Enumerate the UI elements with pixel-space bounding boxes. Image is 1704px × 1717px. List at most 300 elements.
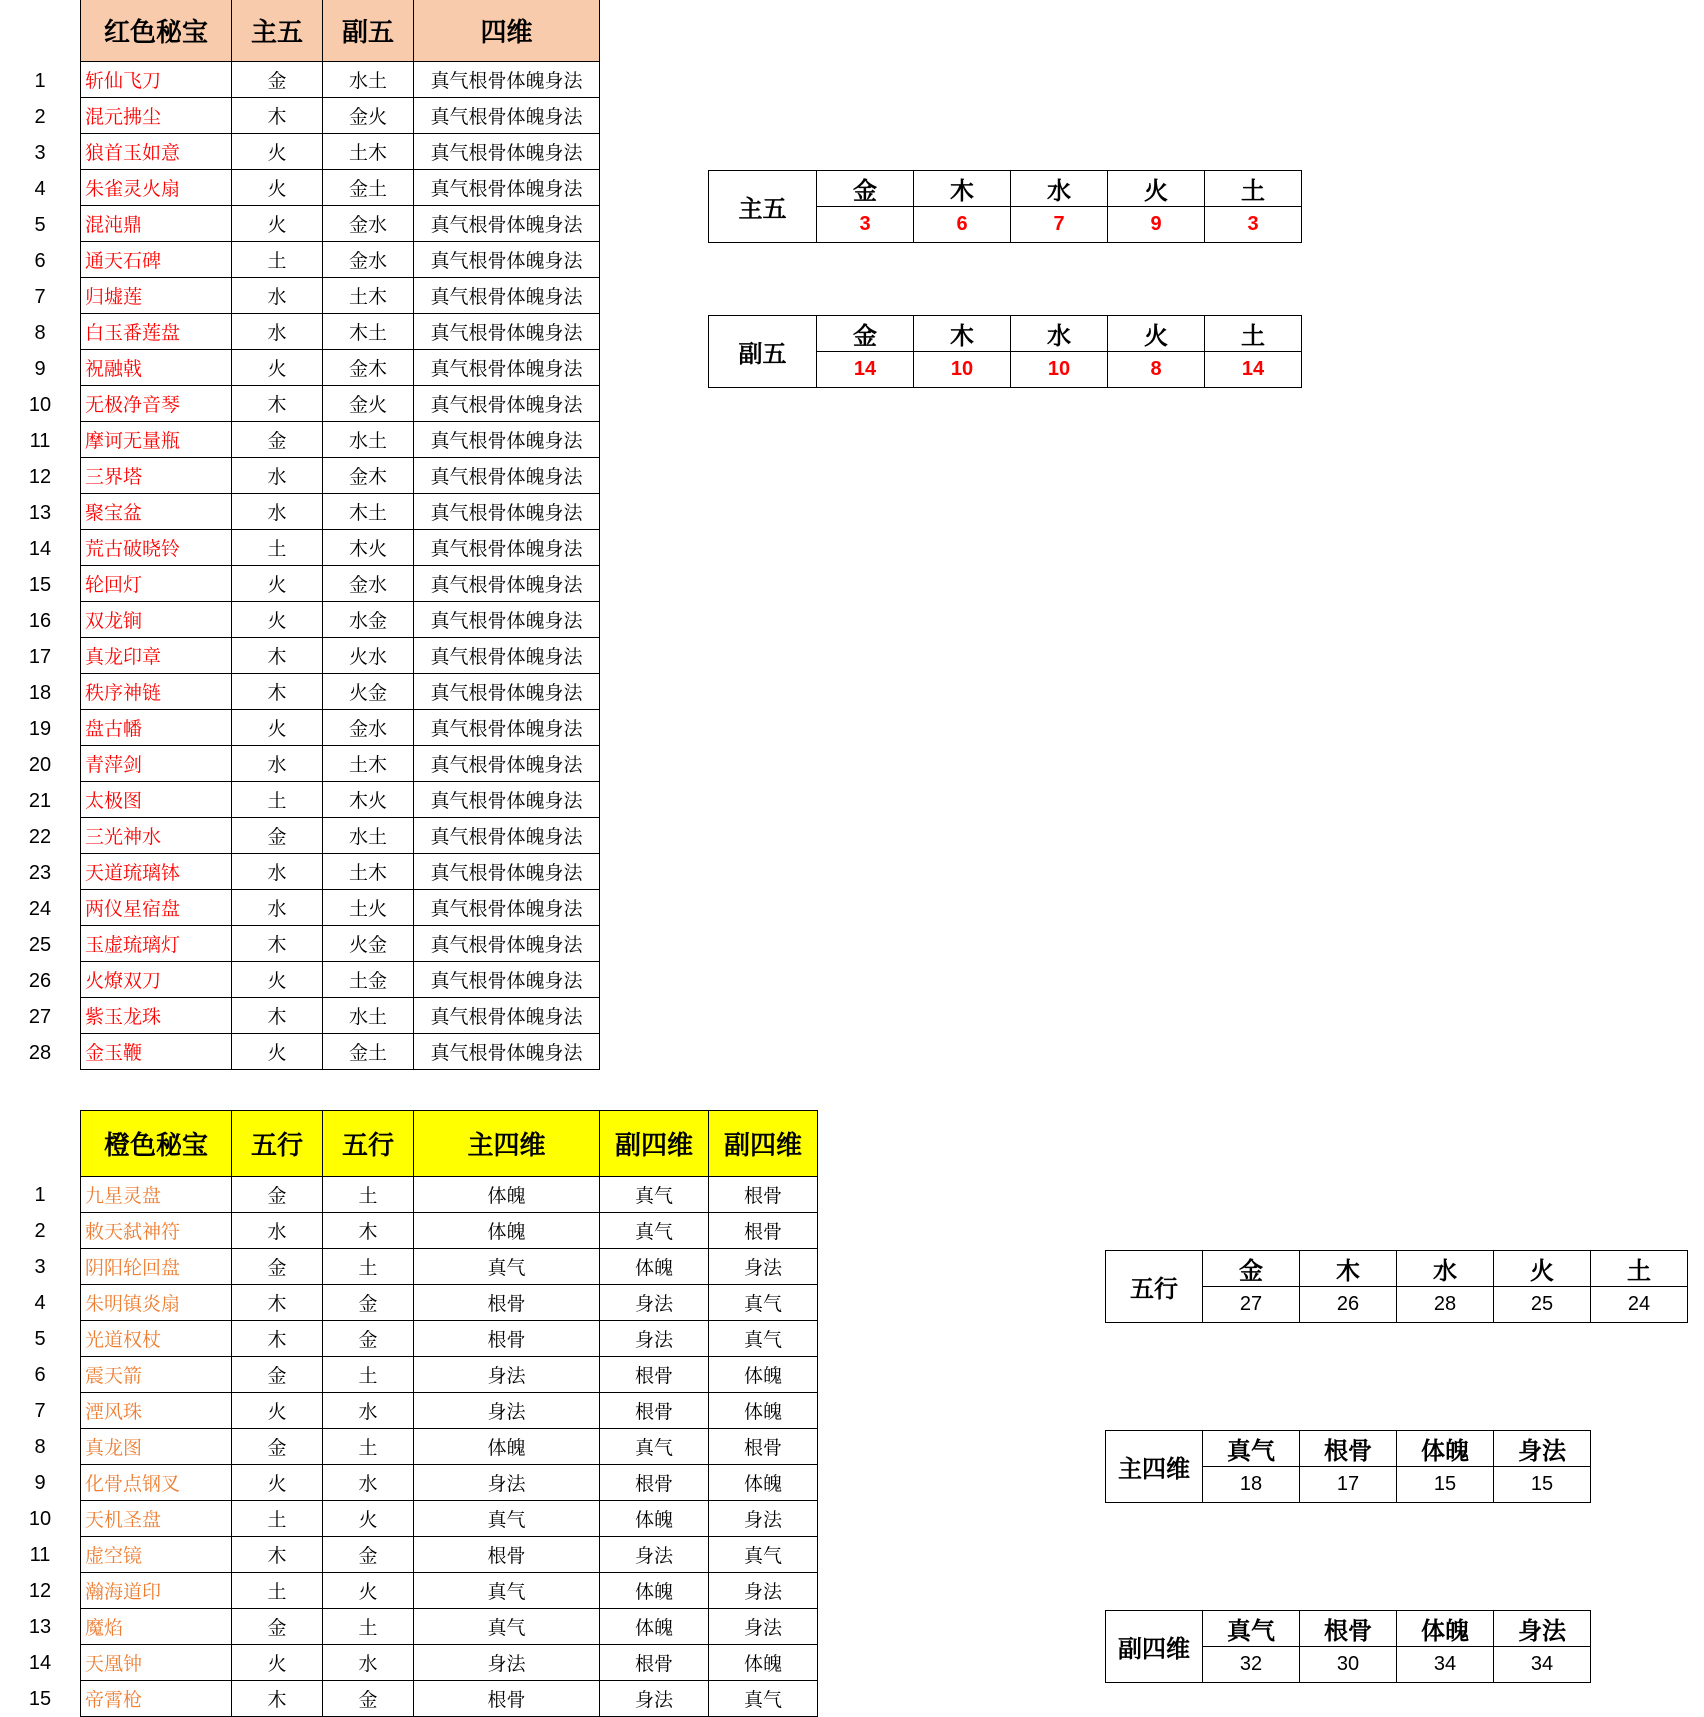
element-1: 金 [232, 1177, 323, 1213]
table-row [81, 602, 600, 638]
element-metal: 金 [817, 171, 914, 207]
row-number: 25 [28, 934, 52, 956]
orange-treasure-table [80, 1110, 818, 1717]
row-number: 5 [34, 1328, 46, 1350]
element-1: 土 [232, 1573, 323, 1609]
four-dims: 真气根骨体魄身法 [414, 458, 600, 494]
summary-sub-five [708, 315, 1302, 388]
four-dims: 真气根骨体魄身法 [414, 638, 600, 674]
table-row [81, 998, 600, 1034]
element-earth: 土 [1591, 1251, 1688, 1287]
sub-four-dim-2: 体魄 [709, 1465, 818, 1501]
dim-qi: 真气 [1203, 1431, 1300, 1467]
element-1: 金 [232, 1249, 323, 1285]
main-four-dim: 真气 [414, 1573, 600, 1609]
row-number: 3 [34, 142, 46, 164]
summary-sub-four-label: 副四维 [1106, 1611, 1203, 1683]
red-treasure-name: 荒古破晓铃 [81, 530, 232, 566]
main-four-dim: 根骨 [414, 1681, 600, 1717]
sub-four-dim-2: 体魄 [709, 1645, 818, 1681]
main-element: 金 [232, 422, 323, 458]
red-treasure-name: 归墟莲 [81, 278, 232, 314]
four-dims: 真气根骨体魄身法 [414, 998, 600, 1034]
four-dims: 真气根骨体魄身法 [414, 530, 600, 566]
dim-body: 体魄 [1397, 1611, 1494, 1647]
main-four-dim: 真气 [414, 1609, 600, 1645]
sub-four-dim-2: 真气 [709, 1537, 818, 1573]
orange-treasure-name: 天机圣盘 [81, 1501, 232, 1537]
red-treasure-table [80, 0, 600, 1070]
element-2: 土 [323, 1429, 414, 1465]
main-element: 木 [232, 926, 323, 962]
table-row [81, 1213, 818, 1249]
row-number: 4 [34, 1292, 46, 1314]
red-treasure-name: 混元拂尘 [81, 98, 232, 134]
main-four-dim: 身法 [414, 1465, 600, 1501]
main-element: 火 [232, 350, 323, 386]
table-row [81, 1321, 818, 1357]
element-2: 土 [323, 1609, 414, 1645]
table-row [81, 566, 600, 602]
main-element: 火 [232, 134, 323, 170]
row-number: 11 [29, 1544, 51, 1566]
summary-sub-four [1105, 1610, 1591, 1683]
count-body: 34 [1397, 1647, 1494, 1683]
red-treasure-name: 太极图 [81, 782, 232, 818]
element-2: 土 [323, 1249, 414, 1285]
header-sub-four-1: 副四维 [600, 1111, 709, 1177]
element-earth: 土 [1205, 316, 1302, 352]
element-1: 土 [232, 1501, 323, 1537]
row-number: 11 [29, 430, 51, 452]
red-treasure-name: 狼首玉如意 [81, 134, 232, 170]
sub-elements: 金木 [323, 350, 414, 386]
count-earth: 24 [1591, 1287, 1688, 1323]
element-1: 木 [232, 1681, 323, 1717]
orange-treasure-name: 震天箭 [81, 1357, 232, 1393]
count-body: 15 [1397, 1467, 1494, 1503]
red-treasure-name: 玉虚琉璃灯 [81, 926, 232, 962]
row-number: 2 [34, 106, 46, 128]
element-metal: 金 [1203, 1251, 1300, 1287]
sub-elements: 金水 [323, 566, 414, 602]
row-number: 7 [34, 286, 46, 308]
sub-four-dim-1: 真气 [600, 1177, 709, 1213]
sub-elements: 木火 [323, 782, 414, 818]
row-number: 4 [34, 178, 46, 200]
four-dims: 真气根骨体魄身法 [414, 422, 600, 458]
count-agility: 34 [1494, 1647, 1591, 1683]
element-2: 木 [323, 1213, 414, 1249]
dim-bone: 根骨 [1300, 1431, 1397, 1467]
header-four-dims: 四维 [414, 0, 600, 62]
sub-four-dim-1: 体魄 [600, 1501, 709, 1537]
orange-treasure-name: 帝霄枪 [81, 1681, 232, 1717]
sub-four-dim-1: 根骨 [600, 1357, 709, 1393]
main-element: 火 [232, 566, 323, 602]
table-row [81, 782, 600, 818]
orange-treasure-name: 敕天弑神符 [81, 1213, 232, 1249]
red-treasure-name: 盘古幡 [81, 710, 232, 746]
row-number: 16 [28, 610, 52, 632]
main-four-dim: 根骨 [414, 1537, 600, 1573]
main-four-dim: 身法 [414, 1357, 600, 1393]
element-water: 水 [1397, 1251, 1494, 1287]
table-row [81, 1645, 818, 1681]
table-row [81, 62, 600, 98]
orange-table-header [81, 1111, 818, 1177]
table-row [81, 1285, 818, 1321]
table-row [81, 1609, 818, 1645]
sub-four-dim-2: 身法 [709, 1573, 818, 1609]
row-number: 2 [34, 1220, 46, 1242]
count-earth: 3 [1205, 207, 1302, 243]
sub-elements: 金火 [323, 98, 414, 134]
orange-row-numbers [0, 1177, 80, 1717]
sub-elements: 水金 [323, 602, 414, 638]
table-row [81, 1537, 818, 1573]
table-row [81, 278, 600, 314]
row-number: 6 [34, 1364, 46, 1386]
table-row [81, 1034, 600, 1070]
table-row [81, 638, 600, 674]
orange-treasure-name: 瀚海道印 [81, 1573, 232, 1609]
four-dims: 真气根骨体魄身法 [414, 602, 600, 638]
four-dims: 真气根骨体魄身法 [414, 206, 600, 242]
element-2: 火 [323, 1501, 414, 1537]
table-row [81, 962, 600, 998]
main-element: 金 [232, 62, 323, 98]
sub-elements: 土木 [323, 278, 414, 314]
main-four-dim: 身法 [414, 1645, 600, 1681]
four-dims: 真气根骨体魄身法 [414, 278, 600, 314]
row-number: 1 [34, 1184, 46, 1206]
four-dims: 真气根骨体魄身法 [414, 98, 600, 134]
count-fire: 25 [1494, 1287, 1591, 1323]
sub-elements: 金土 [323, 1034, 414, 1070]
sub-elements: 火水 [323, 638, 414, 674]
sub-four-dim-2: 根骨 [709, 1213, 818, 1249]
element-1: 木 [232, 1321, 323, 1357]
row-number: 21 [28, 790, 52, 812]
table-row [81, 710, 600, 746]
table-row [81, 98, 600, 134]
sub-elements: 土火 [323, 890, 414, 926]
sub-four-dim-2: 真气 [709, 1321, 818, 1357]
four-dims: 真气根骨体魄身法 [414, 710, 600, 746]
row-number: 13 [28, 1616, 52, 1638]
header-main-four: 主四维 [414, 1111, 600, 1177]
orange-treasure-name: 阴阳轮回盘 [81, 1249, 232, 1285]
main-element: 金 [232, 818, 323, 854]
sub-elements: 木土 [323, 494, 414, 530]
row-number: 5 [34, 214, 46, 236]
main-element: 木 [232, 386, 323, 422]
table-row [81, 674, 600, 710]
main-element: 火 [232, 1034, 323, 1070]
header-red-treasure: 红色秘宝 [81, 0, 232, 62]
count-wood: 6 [914, 207, 1011, 243]
element-1: 金 [232, 1609, 323, 1645]
main-four-dim: 真气 [414, 1249, 600, 1285]
main-four-dim: 身法 [414, 1393, 600, 1429]
sub-elements: 金木 [323, 458, 414, 494]
summary-main-five [708, 170, 1302, 243]
main-four-dim: 体魄 [414, 1177, 600, 1213]
sub-elements: 金土 [323, 170, 414, 206]
orange-treasure-name: 化骨点钢叉 [81, 1465, 232, 1501]
row-number: 8 [34, 1436, 46, 1458]
main-element: 木 [232, 998, 323, 1034]
count-agility: 15 [1494, 1467, 1591, 1503]
main-four-dim: 根骨 [414, 1321, 600, 1357]
row-number: 24 [28, 898, 52, 920]
row-number: 12 [28, 1580, 52, 1602]
sub-four-dim-1: 体魄 [600, 1249, 709, 1285]
row-number: 28 [28, 1042, 52, 1064]
four-dims: 真气根骨体魄身法 [414, 962, 600, 998]
element-earth: 土 [1205, 171, 1302, 207]
sub-elements: 木土 [323, 314, 414, 350]
four-dims: 真气根骨体魄身法 [414, 62, 600, 98]
table-row [81, 350, 600, 386]
four-dims: 真气根骨体魄身法 [414, 350, 600, 386]
four-dims: 真气根骨体魄身法 [414, 890, 600, 926]
orange-treasure-name: 九星灵盘 [81, 1177, 232, 1213]
sub-four-dim-2: 身法 [709, 1249, 818, 1285]
red-table-header [81, 0, 600, 62]
four-dims: 真气根骨体魄身法 [414, 674, 600, 710]
element-wood: 木 [914, 316, 1011, 352]
main-element: 木 [232, 674, 323, 710]
element-1: 金 [232, 1357, 323, 1393]
element-2: 金 [323, 1285, 414, 1321]
row-number: 10 [28, 394, 52, 416]
header-sub-five: 副五 [323, 0, 414, 62]
table-row [81, 458, 600, 494]
element-1: 水 [232, 1213, 323, 1249]
main-element: 水 [232, 494, 323, 530]
four-dims: 真气根骨体魄身法 [414, 170, 600, 206]
summary-main-four [1105, 1430, 1591, 1503]
sub-four-dim-2: 真气 [709, 1285, 818, 1321]
sub-four-dim-1: 身法 [600, 1681, 709, 1717]
row-number: 1 [34, 70, 46, 92]
table-row [81, 1501, 818, 1537]
element-1: 木 [232, 1285, 323, 1321]
sub-elements: 水土 [323, 62, 414, 98]
sub-four-dim-1: 身法 [600, 1537, 709, 1573]
table-row [81, 1393, 818, 1429]
sub-four-dim-1: 根骨 [600, 1465, 709, 1501]
red-treasure-name: 摩诃无量瓶 [81, 422, 232, 458]
count-water: 7 [1011, 207, 1108, 243]
table-row [81, 134, 600, 170]
four-dims: 真气根骨体魄身法 [414, 746, 600, 782]
table-row [81, 1357, 818, 1393]
sub-elements: 火金 [323, 926, 414, 962]
element-1: 火 [232, 1465, 323, 1501]
orange-treasure-name: 湮风珠 [81, 1393, 232, 1429]
table-row [81, 422, 600, 458]
element-wood: 木 [1300, 1251, 1397, 1287]
count-qi: 18 [1203, 1467, 1300, 1503]
red-treasure-name: 三界塔 [81, 458, 232, 494]
element-2: 金 [323, 1537, 414, 1573]
row-number: 15 [28, 574, 52, 596]
red-row-numbers [0, 63, 80, 1071]
orange-treasure-name: 天凰钟 [81, 1645, 232, 1681]
table-row [81, 1177, 818, 1213]
sub-four-dim-2: 体魄 [709, 1357, 818, 1393]
red-treasure-name: 三光神水 [81, 818, 232, 854]
red-treasure-name: 两仪星宿盘 [81, 890, 232, 926]
element-2: 水 [323, 1393, 414, 1429]
count-fire: 8 [1108, 352, 1205, 388]
red-treasure-name: 真龙印章 [81, 638, 232, 674]
element-fire: 火 [1494, 1251, 1591, 1287]
element-2: 金 [323, 1321, 414, 1357]
table-row [81, 1573, 818, 1609]
count-wood: 26 [1300, 1287, 1397, 1323]
orange-treasure-name: 真龙图 [81, 1429, 232, 1465]
dim-body: 体魄 [1397, 1431, 1494, 1467]
table-row [81, 1249, 818, 1285]
red-treasure-name: 通天石碑 [81, 242, 232, 278]
main-element: 土 [232, 242, 323, 278]
four-dims: 真气根骨体魄身法 [414, 1034, 600, 1070]
row-number: 10 [28, 1508, 52, 1530]
orange-treasure-name: 光道权杖 [81, 1321, 232, 1357]
sub-four-dim-2: 根骨 [709, 1177, 818, 1213]
sub-four-dim-1: 根骨 [600, 1393, 709, 1429]
sub-elements: 木火 [323, 530, 414, 566]
row-number: 19 [28, 718, 52, 740]
count-water: 28 [1397, 1287, 1494, 1323]
four-dims: 真气根骨体魄身法 [414, 494, 600, 530]
header-orange-treasure: 橙色秘宝 [81, 1111, 232, 1177]
element-2: 水 [323, 1645, 414, 1681]
count-fire: 9 [1108, 207, 1205, 243]
orange-treasure-name: 朱明镇炎扇 [81, 1285, 232, 1321]
element-2: 土 [323, 1177, 414, 1213]
sub-elements: 金火 [323, 386, 414, 422]
element-1: 火 [232, 1645, 323, 1681]
header-main-five: 主五 [232, 0, 323, 62]
red-treasure-name: 双龙锏 [81, 602, 232, 638]
red-treasure-name: 天道琉璃钵 [81, 854, 232, 890]
table-row [81, 242, 600, 278]
table-row [81, 926, 600, 962]
sub-elements: 水土 [323, 998, 414, 1034]
summary-five-label: 五行 [1106, 1251, 1203, 1323]
dim-agility: 身法 [1494, 1431, 1591, 1467]
red-treasure-name: 无极净音琴 [81, 386, 232, 422]
red-treasure-name: 白玉番莲盘 [81, 314, 232, 350]
main-element: 土 [232, 782, 323, 818]
red-treasure-name: 火燎双刀 [81, 962, 232, 998]
main-element: 木 [232, 98, 323, 134]
table-row [81, 1429, 818, 1465]
element-1: 火 [232, 1393, 323, 1429]
sub-four-dim-2: 身法 [709, 1609, 818, 1645]
count-metal: 3 [817, 207, 914, 243]
four-dims: 真气根骨体魄身法 [414, 818, 600, 854]
orange-treasure-name: 虚空镜 [81, 1537, 232, 1573]
row-number: 22 [28, 826, 52, 848]
main-four-dim: 真气 [414, 1501, 600, 1537]
main-four-dim: 根骨 [414, 1285, 600, 1321]
sub-elements: 金水 [323, 242, 414, 278]
red-treasure-name: 紫玉龙珠 [81, 998, 232, 1034]
main-element: 水 [232, 854, 323, 890]
sub-four-dim-1: 体魄 [600, 1573, 709, 1609]
main-four-dim: 体魄 [414, 1429, 600, 1465]
table-row [81, 314, 600, 350]
element-2: 火 [323, 1573, 414, 1609]
element-fire: 火 [1108, 316, 1205, 352]
row-number: 3 [34, 1256, 46, 1278]
element-1: 木 [232, 1537, 323, 1573]
row-number: 23 [28, 862, 52, 884]
sub-four-dim-1: 身法 [600, 1321, 709, 1357]
table-row [81, 746, 600, 782]
count-qi: 32 [1203, 1647, 1300, 1683]
row-number: 13 [28, 502, 52, 524]
red-treasure-name: 祝融戟 [81, 350, 232, 386]
element-2: 土 [323, 1357, 414, 1393]
sub-elements: 水土 [323, 818, 414, 854]
red-treasure-name: 轮回灯 [81, 566, 232, 602]
main-element: 水 [232, 314, 323, 350]
four-dims: 真气根骨体魄身法 [414, 134, 600, 170]
element-water: 水 [1011, 316, 1108, 352]
red-treasure-name: 朱雀灵火扇 [81, 170, 232, 206]
main-element: 木 [232, 638, 323, 674]
orange-treasure-name: 魔焰 [81, 1609, 232, 1645]
row-number: 18 [28, 682, 52, 704]
four-dims: 真气根骨体魄身法 [414, 782, 600, 818]
count-water: 10 [1011, 352, 1108, 388]
sub-four-dim-2: 真气 [709, 1681, 818, 1717]
main-element: 水 [232, 746, 323, 782]
sub-four-dim-2: 根骨 [709, 1429, 818, 1465]
table-row [81, 854, 600, 890]
red-treasure-name: 秩序神链 [81, 674, 232, 710]
sub-elements: 水土 [323, 422, 414, 458]
row-number: 8 [34, 322, 46, 344]
dim-qi: 真气 [1203, 1611, 1300, 1647]
table-row [81, 818, 600, 854]
row-number: 7 [34, 1400, 46, 1422]
red-treasure-name: 聚宝盆 [81, 494, 232, 530]
main-element: 火 [232, 962, 323, 998]
table-row [81, 386, 600, 422]
element-2: 金 [323, 1681, 414, 1717]
summary-main-five-label: 主五 [709, 171, 817, 243]
four-dims: 真气根骨体魄身法 [414, 926, 600, 962]
main-element: 火 [232, 170, 323, 206]
element-fire: 火 [1108, 171, 1205, 207]
sub-elements: 土木 [323, 746, 414, 782]
dim-bone: 根骨 [1300, 1611, 1397, 1647]
element-water: 水 [1011, 171, 1108, 207]
main-element: 火 [232, 602, 323, 638]
row-number: 14 [28, 1652, 52, 1674]
row-number: 17 [28, 646, 52, 668]
sub-elements: 金水 [323, 206, 414, 242]
main-element: 火 [232, 206, 323, 242]
